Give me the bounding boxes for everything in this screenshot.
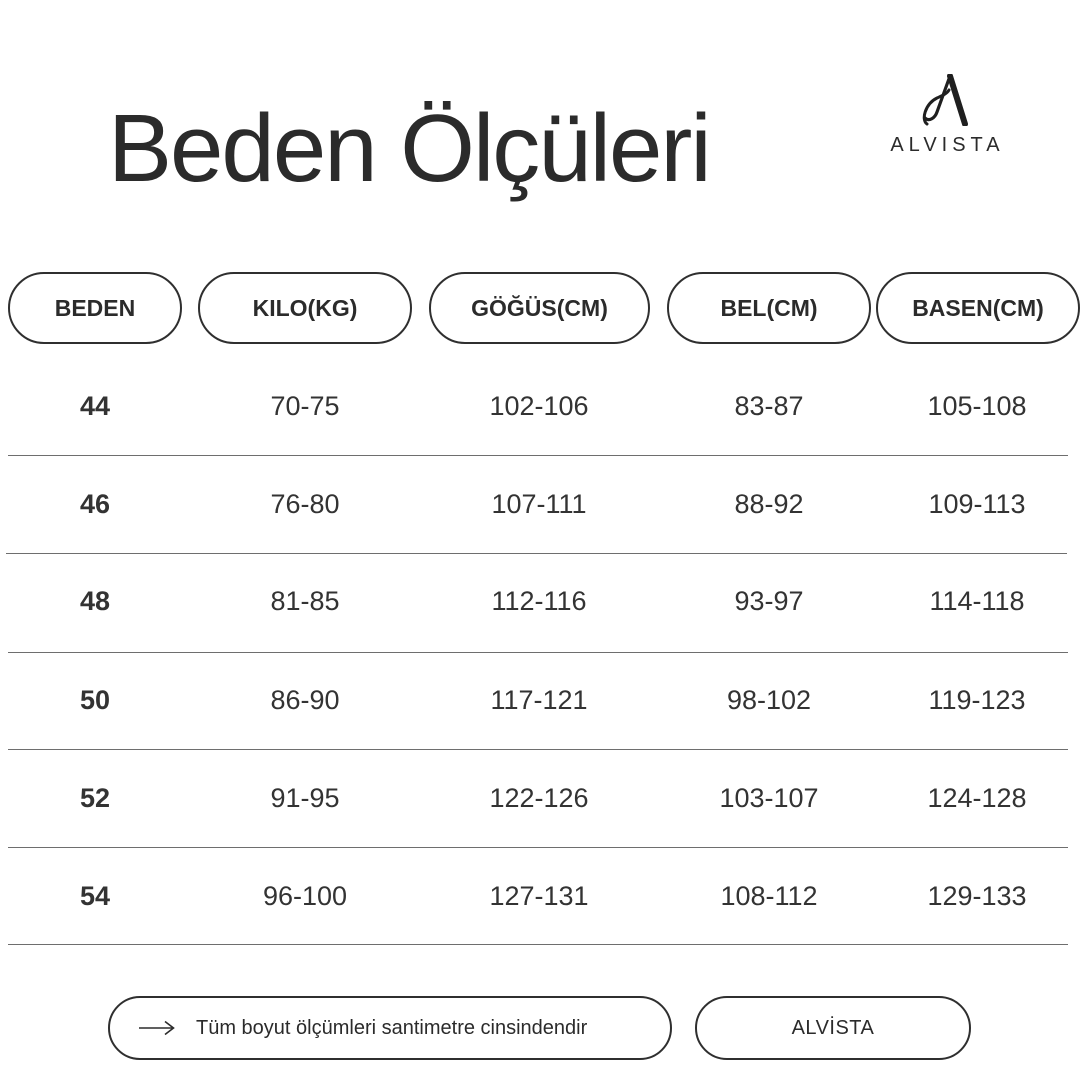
row-divider	[8, 652, 1068, 653]
chest-cell: 127-131	[489, 881, 589, 911]
size-cell: 44	[79, 391, 111, 421]
logo-text: ALVISTA	[890, 134, 1005, 156]
brand-a-monogram-icon	[917, 74, 973, 126]
measurement-note	[108, 996, 672, 1060]
waist-cell: 108-112	[720, 881, 818, 911]
size-cell: 54	[79, 881, 111, 911]
size-cell: 48	[79, 586, 111, 616]
measurement-note-text: Tüm boyut ölçümleri santimetre cinsindendir	[196, 1016, 588, 1039]
weight-cell: 76-80	[270, 489, 340, 519]
header-beden: BEDEN	[8, 272, 182, 344]
weight-cell: 81-85	[270, 586, 340, 616]
size-cell: 52	[79, 783, 111, 813]
hip-cell: 105-108	[927, 391, 1027, 421]
hip-cell: 109-113	[928, 489, 1026, 519]
waist-cell: 103-107	[719, 783, 819, 813]
row-divider	[8, 749, 1068, 750]
weight-cell: 70-75	[270, 391, 340, 421]
row-divider	[6, 553, 1067, 554]
weight-cell: 96-100	[262, 881, 348, 911]
header-kilo: KILO(KG)	[198, 272, 412, 344]
row-divider	[8, 455, 1068, 456]
size-cell: 50	[79, 685, 111, 715]
brand-logo	[880, 74, 1010, 157]
arrow-right-icon	[138, 1020, 176, 1036]
row-divider	[8, 944, 1068, 945]
hip-cell: 124-128	[927, 783, 1027, 813]
weight-cell: 86-90	[270, 685, 340, 715]
chest-cell: 122-126	[489, 783, 589, 813]
chest-cell: 107-111	[491, 489, 587, 519]
brand-badge: ALVİSTA	[695, 996, 971, 1060]
page-title: Beden Ölçüleri	[108, 95, 710, 202]
waist-cell: 83-87	[734, 391, 804, 421]
hip-cell: 129-133	[927, 881, 1027, 911]
waist-cell: 93-97	[734, 586, 804, 616]
hip-cell: 119-123	[928, 685, 1026, 715]
header-basen: BASEN(CM)	[876, 272, 1080, 344]
header-gogus: GÖĞÜS(CM)	[429, 272, 650, 344]
chest-cell: 112-116	[491, 586, 587, 616]
chest-cell: 117-121	[490, 685, 588, 715]
size-cell: 46	[79, 489, 111, 519]
weight-cell: 91-95	[270, 783, 340, 813]
header-bel: BEL(CM)	[667, 272, 871, 344]
waist-cell: 98-102	[726, 685, 812, 715]
chest-cell: 102-106	[489, 391, 589, 421]
hip-cell: 114-118	[929, 586, 1025, 616]
row-divider	[8, 847, 1068, 848]
waist-cell: 88-92	[734, 489, 804, 519]
